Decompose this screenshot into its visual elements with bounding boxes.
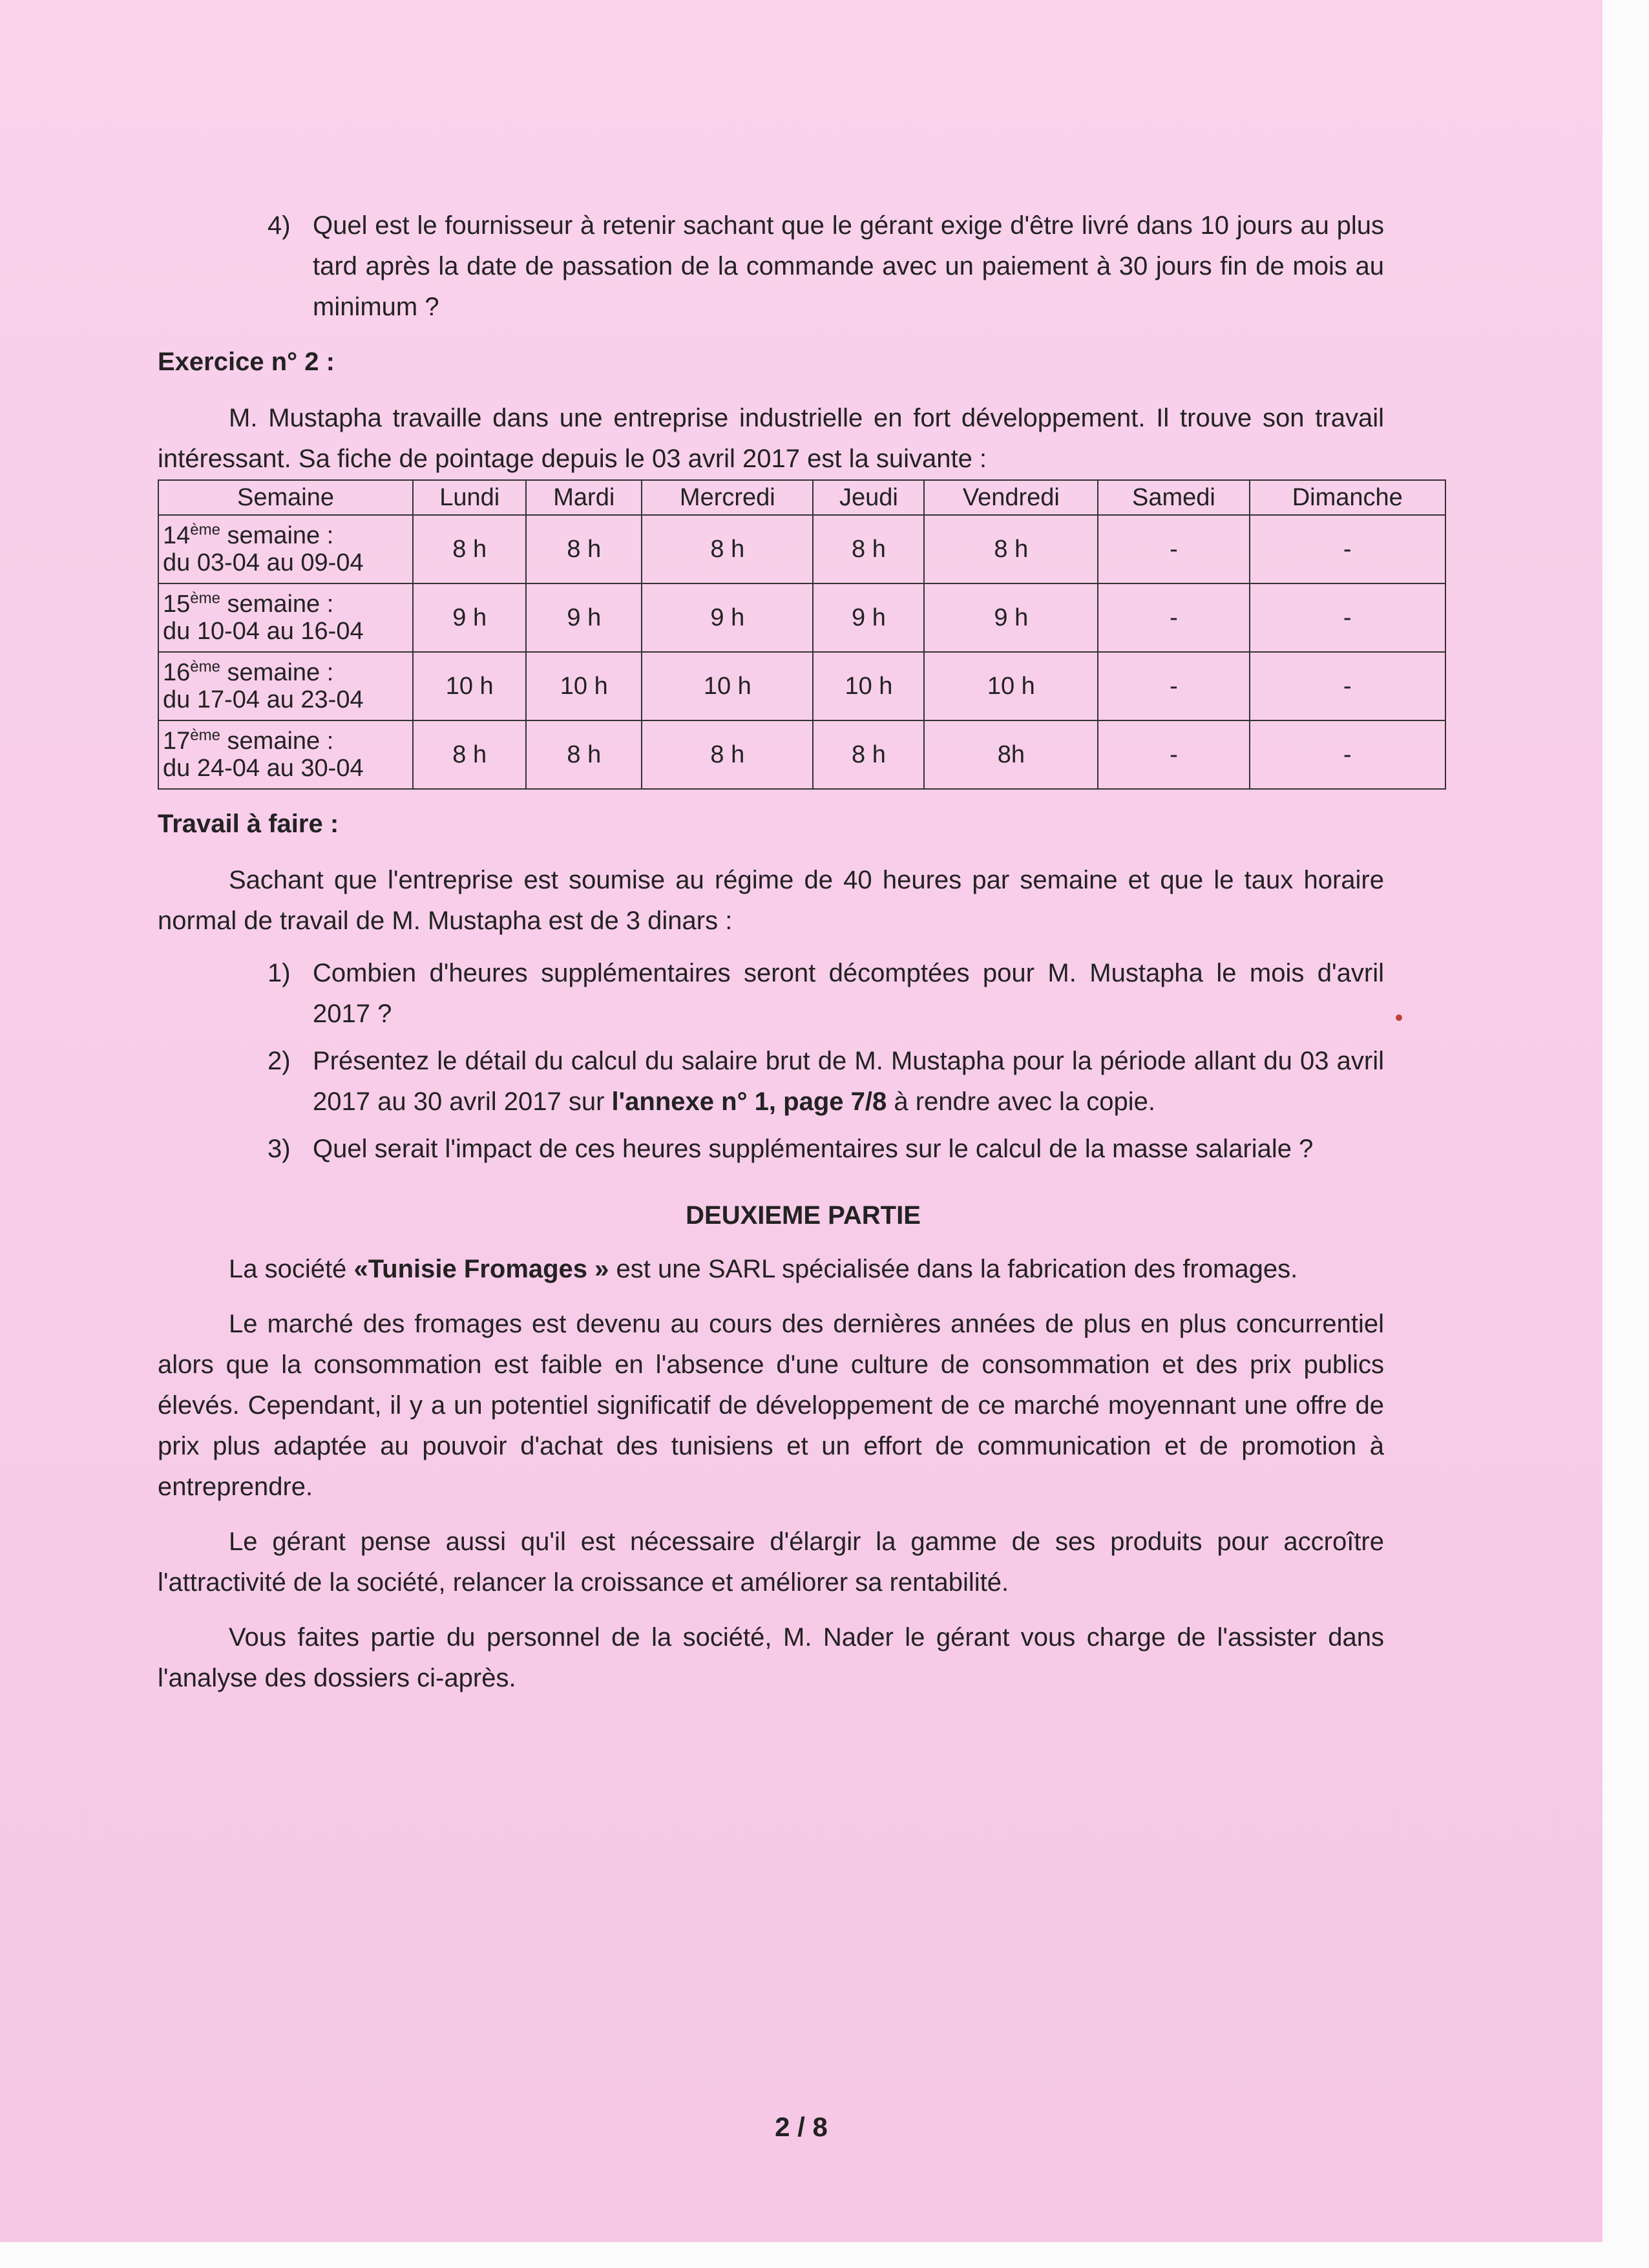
question-text: Présentez le détail du calcul du salaire brut de M. Mustapha pour la période allant du 03 avril 2017 au 30 avril 2017 sur l'annexe n° 1, page 7/8 à rendre avec la copie. <box>313 1047 1384 1116</box>
question-number: 4) <box>268 211 291 240</box>
header-cell: Mercredi <box>642 480 813 515</box>
table-row <box>158 720 1445 789</box>
table-row <box>158 583 1445 652</box>
question-text: Quel est le fournisseur à retenir sachant que le gérant exige d'être livré dans 10 jours au plus tard après la date de passation de la commande avec un paiement à 30 jours fin de mois au minimum ? <box>313 211 1384 321</box>
scan-edge-bottom <box>0 2242 1649 2268</box>
hours-cell: 8 h <box>924 515 1098 583</box>
hours-cell: - <box>1098 720 1249 789</box>
header-cell: Vendredi <box>924 480 1098 515</box>
hours-cell: 9 h <box>526 583 642 652</box>
hours-cell: 10 h <box>924 652 1098 720</box>
hours-cell: - <box>1250 652 1446 720</box>
week-cell: 16ème semaine : du 17-04 au 23-04 <box>158 652 413 720</box>
hours-cell: - <box>1098 583 1249 652</box>
hours-cell: 9 h <box>642 583 813 652</box>
work-question-3 <box>222 1129 1384 1170</box>
work-title: Travail à faire : <box>158 810 339 838</box>
header-cell: Semaine <box>158 480 413 515</box>
hours-cell: 8 h <box>642 515 813 583</box>
hours-cell: 10 h <box>813 652 924 720</box>
week-cell: 17ème semaine : du 24-04 au 30-04 <box>158 720 413 789</box>
exercise-2-intro: M. Mustapha travaille dans une entreprise industrielle en fort développement. Il trouve son travail intéressant. Sa fiche de pointage depuis le 03 avril 2017 est la suivante : <box>158 404 1384 473</box>
hours-cell: 10 h <box>642 652 813 720</box>
company-name: «Tunisie Fromages » <box>353 1255 609 1283</box>
hours-cell: 8 h <box>642 720 813 789</box>
hours-cell: - <box>1250 720 1446 789</box>
part-2-paragraph-2: Le marché des fromages est devenu au cours des dernières années de plus en plus concurrentiel alors que la consommation est faible en l'absence d'une culture de consommation et des prix publics élevés. Cependant, il y a un potentiel significatif de développement de ce marché moyennant une offre de prix plus adaptée au pouvoir d'achat des tunisiens et un effort de communication et de promotion à entreprendre. <box>158 1310 1384 1501</box>
header-cell: Samedi <box>1098 480 1249 515</box>
question-text: Quel serait l'impact de ces heures supplémentaires sur le calcul de la masse salariale ? <box>313 1135 1314 1163</box>
hours-cell: 8 h <box>526 720 642 789</box>
hours-cell: 8 h <box>813 720 924 789</box>
question-number: 3) <box>268 1135 291 1163</box>
hours-cell: 10 h <box>526 652 642 720</box>
header-cell: Jeudi <box>813 480 924 515</box>
question-number: 1) <box>268 959 291 987</box>
timesheet-table <box>158 479 1446 790</box>
hours-cell: 8 h <box>526 515 642 583</box>
hours-cell: 8 h <box>813 515 924 583</box>
hours-cell: 10 h <box>413 652 526 720</box>
exercise-2-title: Exercice n° 2 : <box>158 348 335 376</box>
header-cell: Lundi <box>413 480 526 515</box>
hours-cell: 9 h <box>813 583 924 652</box>
table-row <box>158 652 1445 720</box>
question-text: Combien d'heures supplémentaires seront décomptées pour M. Mustapha le mois d'avril 2017 ? <box>313 959 1384 1028</box>
page-number: 2 / 8 <box>775 2112 828 2142</box>
hours-cell: - <box>1098 652 1249 720</box>
part-2-paragraph-4: Vous faites partie du personnel de la société, M. Nader le gérant vous charge de l'assister dans l'analyse des dossiers ci-après. <box>158 1623 1384 1692</box>
part-2-paragraph-1: La société «Tunisie Fromages » est une SARL spécialisée dans la fabrication des fromages. <box>229 1255 1298 1283</box>
hours-cell: 9 h <box>413 583 526 652</box>
week-cell: 15ème semaine : du 10-04 au 16-04 <box>158 583 413 652</box>
header-cell: Mardi <box>526 480 642 515</box>
question-4 <box>222 205 1384 328</box>
work-question-1 <box>222 953 1384 1034</box>
document-body <box>158 205 1403 1699</box>
week-cell: 14ème semaine : du 03-04 au 09-04 <box>158 515 413 583</box>
part-2-paragraph-3: Le gérant pense aussi qu'il est nécessaire d'élargir la gamme de ses produits pour accroître l'attractivité de la société, relancer la croissance et améliorer sa rentabilité. <box>158 1528 1384 1597</box>
work-question-2 <box>222 1041 1384 1122</box>
part-2-title: DEUXIEME PARTIE <box>686 1201 921 1230</box>
table-header-row <box>158 480 1445 515</box>
table-row <box>158 515 1445 583</box>
hours-cell: 8 h <box>413 515 526 583</box>
hours-cell: - <box>1250 583 1446 652</box>
hours-cell: - <box>1250 515 1446 583</box>
hours-cell: - <box>1098 515 1249 583</box>
question-number: 2) <box>268 1047 291 1075</box>
scan-edge-right <box>1602 0 1649 2268</box>
header-cell: Dimanche <box>1250 480 1446 515</box>
ink-speck <box>1396 1014 1402 1021</box>
work-intro: Sachant que l'entreprise est soumise au régime de 40 heures par semaine et que le taux horaire normal de travail de M. Mustapha est de 3 dinars : <box>158 866 1384 935</box>
hours-cell: 8 h <box>413 720 526 789</box>
hours-cell: 8h <box>924 720 1098 789</box>
annex-reference: l'annexe n° 1, page 7/8 <box>611 1087 887 1116</box>
hours-cell: 9 h <box>924 583 1098 652</box>
